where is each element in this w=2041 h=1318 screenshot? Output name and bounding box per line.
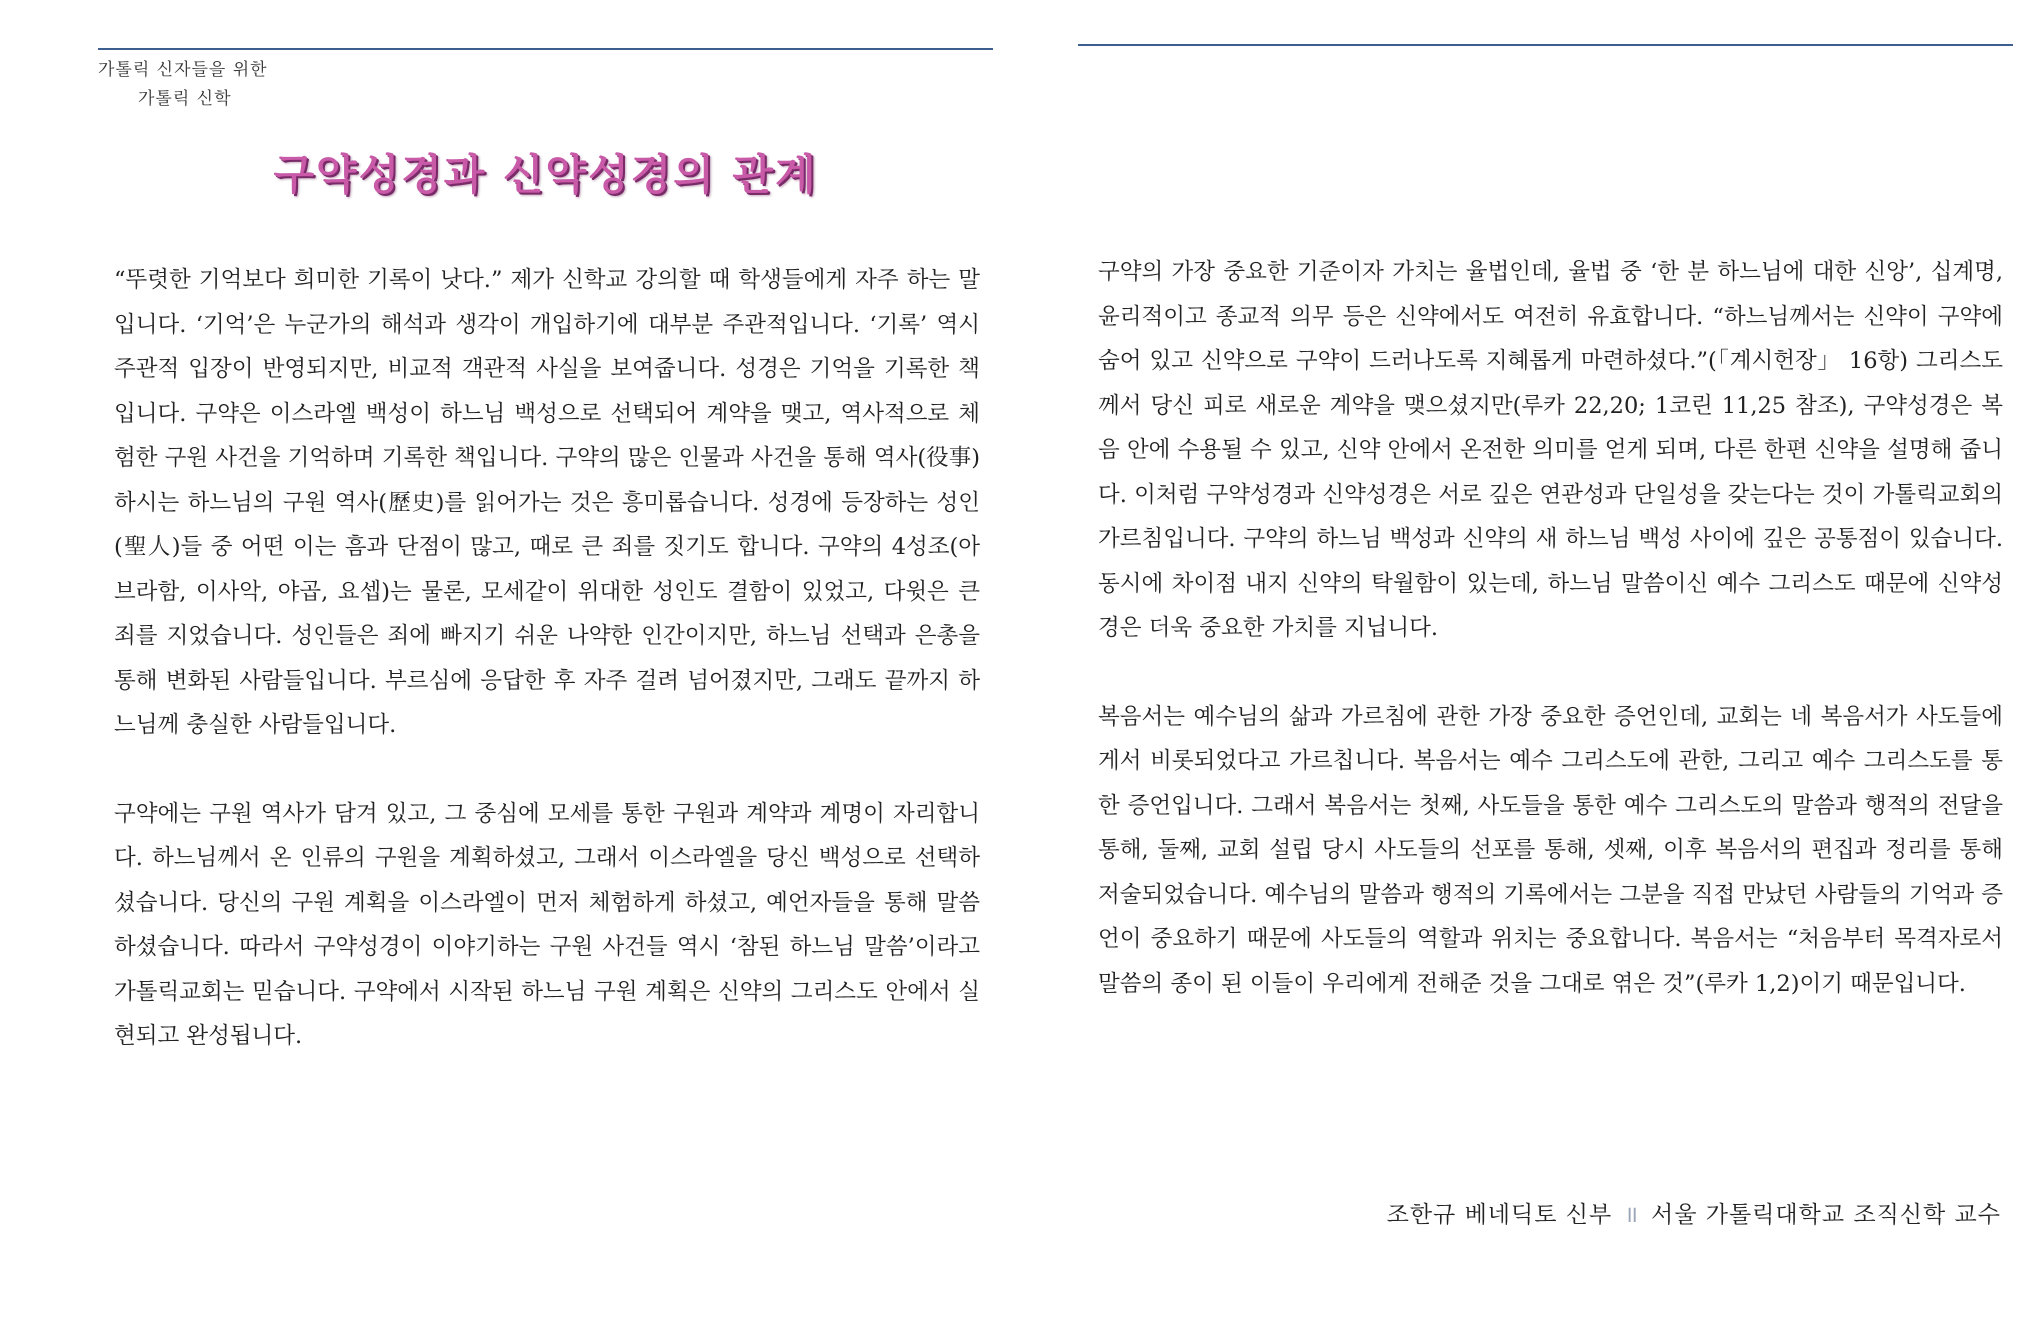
- left-paragraph-2: 구약에는 구원 역사가 담겨 있고, 그 중심에 모세를 통한 구원과 계약과 계명이 자리합니다. 하느님께서 온 인류의 구원을 계획하셨고, 그래서 이스라엘을 당신 백성으로 선택하셨습니다. 당신의 구원 계획을 이스라엘이 먼저 체험하게 하셨고, 예언자들을 통해 말씀하셨습니다. 따라서 구약성경이 이야기하는 구원 사건들 역시 ‘참된 하느님 말씀’이라고 가톨릭교회는 믿습니다. 구약에서 시작된 하느님 구원 계획은 신약의 그리스도 안에서 실현되고 완성됩니다.: [114, 800, 980, 1049]
- left-top-rule: [98, 48, 993, 50]
- right-page: [1060, 0, 2041, 1318]
- left-paragraph-1: “뚜렷한 기억보다 희미한 기록이 낫다.” 제가 신학교 강의할 때 학생들에게 자주 하는 말입니다. ‘기억’은 누군가의 해석과 생각이 개입하기에 대부분 주관적입니다. ‘기록’ 역시 주관적 입장이 반영되지만, 비교적 객관적 사실을 보여줍니다. 성경은 기억을 기록한 책입니다. 구약은 이스라엘 백성이 하느님 백성으로 선택되어 계약을 맺고, 역사적으로 체험한 구원 사건을 기억하며 기록한 책입니다. 구약의 많은 인물과 사건을 통해 역사(役事)하시는 하느님의 구원 역사(歷史)를 읽어가는 것은 흥미롭습니다. 성경에 등장하는 성인(聖人)들 중 어떤 이는 흠과 단점이 많고, 때로 큰 죄를 짓기도 합니다. 구약의 4성조(아브라함, 이사악, 야곱, 요셉)는 물론, 모세같이 위대한 성인도 결함이 있었고, 다윗은 큰 죄를 지었습니다. 성인들은 죄에 빠지기 쉬운 나약한 인간이지만, 하느님 선택과 은총을 통해 변화된 사람들입니다. 부르심에 응답한 후 자주 걸려 넘어졌지만, 그래도 끝까지 하느님께 충실한 사람들입니다.: [114, 267, 980, 738]
- author-signature: [1387, 1196, 2001, 1229]
- series-line-2: 가톨릭 신학: [138, 89, 232, 109]
- series-label: [98, 56, 268, 114]
- author-affiliation: 서울 가톨릭대학교 조직신학 교수: [1651, 1202, 2001, 1228]
- author-name: 조한규 베네딕토 신부: [1386, 1202, 1613, 1228]
- right-top-rule: [1078, 44, 2013, 46]
- left-page: [0, 0, 1010, 1318]
- signature-separator: ॥: [1624, 1202, 1639, 1228]
- series-line-1: 가톨릭 신자들을 위한: [98, 60, 268, 80]
- right-paragraph-1: 구약의 가장 중요한 기준이자 가치는 율법인데, 율법 중 ‘한 분 하느님에 대한 신앙’, 십계명, 윤리적이고 종교적 의무 등은 신약에서도 여전히 유효합니다. “하느님께서는 신약이 구약에 숨어 있고 신약으로 구약이 드러나도록 지혜롭게 마련하셨다.”(「계시헌장」 16항) 그리스도께서 당신 피로 새로운 계약을 맺으셨지만(루카 22,20; 1코린 11,25 참조), 구약성경은 복음 안에 수용될 수 있고, 신약 안에서 온전한 의미를 얻게 되며, 다른 한편 신약을 설명해 줍니다. 이처럼 구약성경과 신약성경은 서로 깊은 연관성과 단일성을 갖는다는 것이 가톨릭교회의 가르침입니다. 구약의 하느님 백성과 신약의 새 하느님 백성 사이에 깊은 공통점이 있습니다. 동시에 차이점 내지 신약의 탁월함이 있는데, 하느님 말씀이신 예수 그리스도 때문에 신약성경은 더욱 중요한 가치를 지닙니다.: [1098, 259, 2003, 641]
- right-paragraph-2: 복음서는 예수님의 삶과 가르침에 관한 가장 중요한 증언인데, 교회는 네 복음서가 사도들에게서 비롯되었다고 가르칩니다. 복음서는 예수 그리스도에 관한, 그리고 예수 그리스도를 통한 증언입니다. 그래서 복음서는 첫째, 사도들을 통한 예수 그리스도의 말씀과 행적의 전달을 통해, 둘째, 교회 설립 당시 사도들의 선포를 통해, 셋째, 이후 복음서의 편집과 정리를 통해 저술되었습니다. 예수님의 말씀과 행적의 기록에서는 그분을 직접 만났던 사람들의 기억과 증언이 중요하기 때문에 사도들의 역할과 위치는 중요합니다. 복음서는 “처음부터 목격자로서 말씀의 종이 된 이들이 우리에게 전해준 것을 그대로 엮은 것”(루카 1,2)이기 때문입니다.: [1098, 703, 2003, 997]
- left-column-body: [114, 258, 980, 1059]
- article-title: 구약성경과 신약성경의 관계: [273, 150, 818, 199]
- right-column-body: [1098, 250, 2003, 1006]
